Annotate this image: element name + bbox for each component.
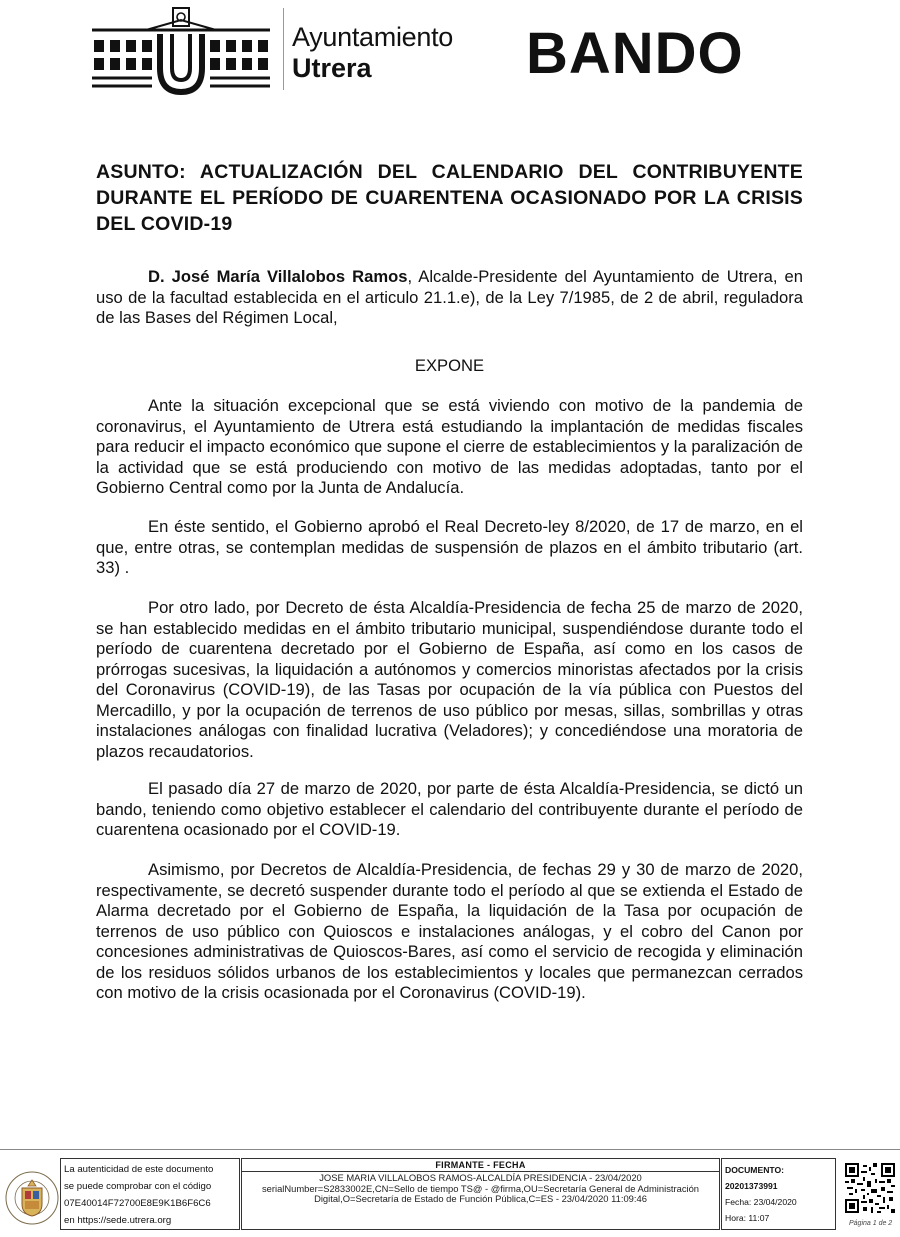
page-number: Página 1 de 2 bbox=[849, 1220, 893, 1227]
authenticity-box bbox=[60, 1158, 240, 1230]
verification-url[interactable]: en https://sede.utrera.org bbox=[64, 1215, 172, 1226]
intro-paragraph bbox=[96, 267, 803, 329]
logo-separator bbox=[283, 8, 284, 90]
body-paragraph bbox=[96, 517, 803, 579]
footer-divider bbox=[0, 1149, 900, 1150]
document-title-bando: BANDO bbox=[526, 21, 744, 86]
body-paragraph bbox=[96, 396, 803, 499]
intro-text: , Alcalde-Presidente del Ayuntamiento de Utrera, en uso de la facultad establecida en el articulo 21.1.e), de la Ley 7/1985, de 2 de abril, reguladora de las Bases del Régimen Local, bbox=[96, 267, 803, 327]
document-time: Hora: 11:07 bbox=[725, 1213, 770, 1223]
signer-line: JOSE MARIA VILLALOBOS RAMOS-ALCALDÍA PRESIDENCIA - 23/04/2020 bbox=[319, 1172, 642, 1183]
logo-text-ayuntamiento: Ayuntamiento bbox=[292, 22, 454, 52]
body-paragraph bbox=[96, 860, 803, 1004]
paragraph-text: Por otro lado, por Decreto de ésta Alcaldía-Presidencia de fecha 25 de marzo de 2020, se han establecido medidas en el ámbito tributario municipal, suspendiéndose durante todo el período de cuarentena decretado por el Gobierno de España, así como en los casos de prórrogas sucesivas, la liquidación a autónomos y comercios minoristas afectados por la crisis del Coronavirus (COVID-19), de las Tasas por ocupación de la vía pública con Puestos del Mercadillo, y por la ocupación de terrenos de uso público por mesas, sillas, sombrillas y otras instalaciones análogas con finalidad lucrativa (Veladores); y concediéndose una moratoria de plazos recaudatorios. bbox=[96, 598, 803, 761]
mayor-name: D. José María Villalobos Ramos bbox=[148, 267, 408, 286]
qr-code-icon bbox=[845, 1163, 895, 1213]
paragraph-text: El pasado día 27 de marzo de 2020, por parte de ésta Alcaldía-Presidencia, se dictó un bando, teniendo como objetivo establecer el calendario del contribuyente durante el período de cuarentena ocasionado por el COVID-19. bbox=[96, 779, 803, 839]
paragraph-text: Asimismo, por Decretos de Alcaldía-Presidencia, de fechas 29 y 30 de marzo de 2020, respectivamente, se decretó suspender durante todo el período al que se extienda el Estado de Alarma decretado por el Gobierno de España, la liquidación de la Tasa por ocupación de terrenos de uso público con Quioscos e instalaciones análogas, y el cobro del Canon por concesiones administrativas de Quioscos-Bares, así como el servicio de recogida y eliminación de los residuos sólidos urbanos de los establecimientos y locales que permanezcan cerrados con motivo de la crisis ocasionada por el Coronavirus (COVID-19). bbox=[96, 860, 803, 1002]
ayuntamiento-emblem-logo bbox=[86, 6, 276, 96]
expone-heading: EXPONE bbox=[414, 356, 485, 375]
signer-line: serialNumber=S2833002E,CN=Sello de tiempo TS@ - @firma,OU=Secretaría General de Administración bbox=[261, 1182, 700, 1194]
auth-line: se puede comprobar con el código bbox=[64, 1181, 212, 1192]
electronic-signature-seal-icon bbox=[4, 1162, 60, 1230]
document-number: DOCUMENTO: 20201373991 bbox=[725, 1165, 785, 1191]
signer-line: Digital,O=Secretaría de Estado de Función Pública,C=ES - 23/04/2020 11:09:46 bbox=[314, 1193, 647, 1204]
signer-box bbox=[241, 1158, 720, 1230]
paragraph-text: En éste sentido, el Gobierno aprobó el Real Decreto-ley 8/2020, de 17 de marzo, en el que, entre otras, se contemplan medidas de suspensión de plazos en el ámbito tributario (art. 33) . bbox=[96, 517, 803, 577]
verification-code: 07E40014F72700E8E9K1B6F6C6 bbox=[64, 1198, 211, 1209]
body-paragraph bbox=[96, 779, 803, 841]
body-paragraph bbox=[96, 598, 803, 762]
auth-line: La autenticidad de este documento bbox=[64, 1164, 214, 1175]
document-info-box bbox=[721, 1158, 836, 1230]
subject-heading: ASUNTO: ACTUALIZACIÓN DEL CALENDARIO DEL CONTRIBUYENTE DURANTE EL PERÍODO DE CUARENTENA OCASIONADO POR LA CRISIS DEL COVID-19 bbox=[96, 161, 803, 235]
logo-text-utrera: Utrera bbox=[292, 53, 372, 83]
signer-header: FIRMANTE - FECHA bbox=[242, 1159, 719, 1172]
paragraph-text: Ante la situación excepcional que se está viviendo con motivo de la pandemia de coronavirus, el Ayuntamiento de Utrera está estudiando la implantación de medidas fiscales para reducir el impacto económico que supone el cierre de establecimientos y la paralización de la actividad que se está produciendo con motivo de las medidas adoptadas, tanto por el Gobierno Central como por la Junta de Andalucía. bbox=[96, 396, 803, 497]
document-date: Fecha: 23/04/2020 bbox=[725, 1197, 797, 1207]
